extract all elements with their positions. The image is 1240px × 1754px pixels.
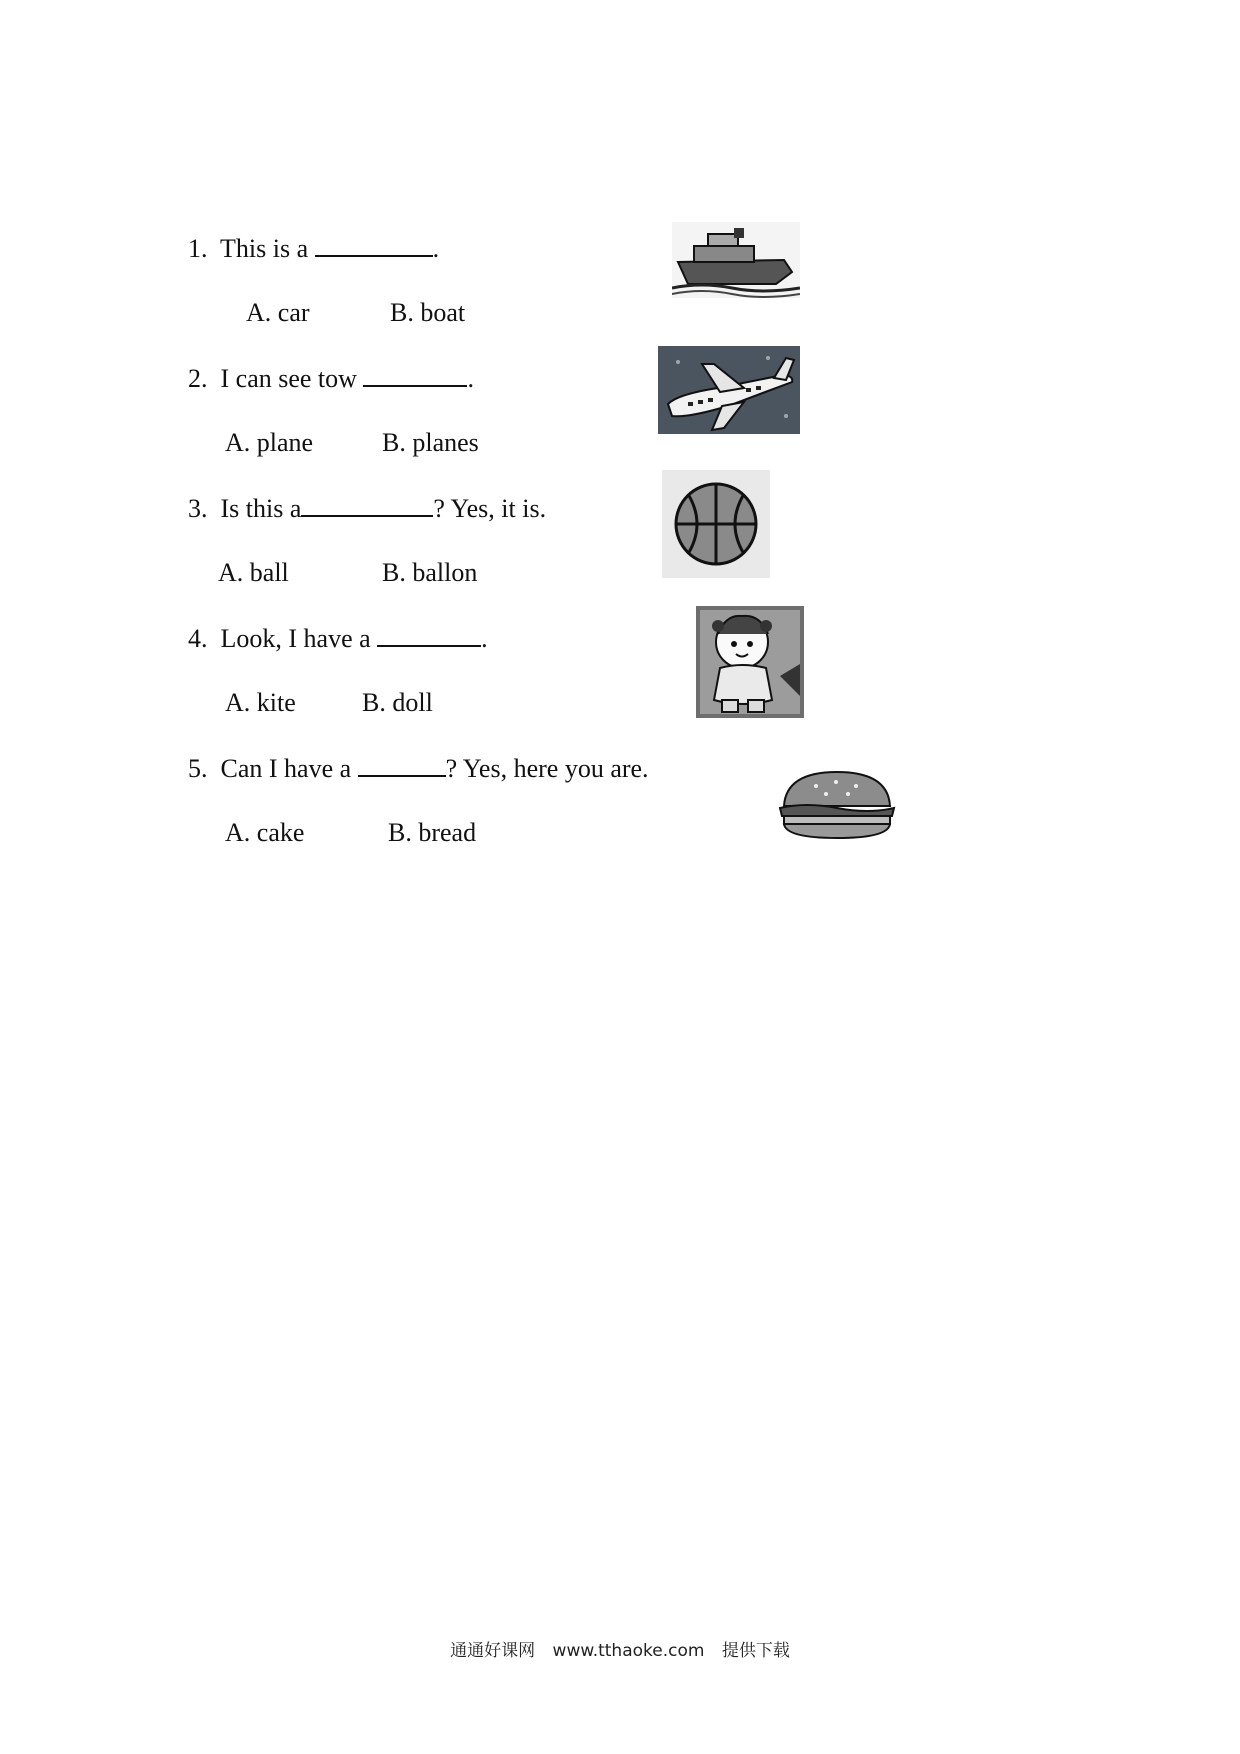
- option-b[interactable]: B. boat: [390, 298, 466, 327]
- question-text-end: .: [481, 624, 488, 653]
- airplane-icon: [658, 346, 800, 434]
- option-a[interactable]: A. plane: [225, 428, 314, 457]
- question-text: Look, I have a: [220, 624, 378, 653]
- option-b[interactable]: B. ballon: [382, 558, 478, 587]
- question-4: [188, 623, 488, 654]
- option-a[interactable]: A. cake: [225, 818, 305, 847]
- question-text: Can I have a: [220, 754, 358, 783]
- footer: [0, 1636, 1240, 1661]
- option-b[interactable]: B. bread: [388, 818, 477, 847]
- question-number: 4.: [188, 624, 208, 653]
- footer-url[interactable]: www.tthaoke.com: [552, 1641, 705, 1661]
- question-number: 5.: [188, 754, 208, 783]
- question-text: I can see tow: [220, 364, 364, 393]
- question-text-end: .: [467, 364, 474, 393]
- answer-blank[interactable]: [363, 363, 467, 387]
- option-b[interactable]: B. doll: [362, 688, 433, 717]
- option-b[interactable]: B. planes: [382, 428, 479, 457]
- doll-icon: [696, 606, 804, 718]
- question-1: [188, 233, 439, 264]
- footer-site-name: 通通好课网: [450, 1641, 536, 1661]
- question-3: [188, 493, 546, 524]
- question-text-end: ? Yes, here you are.: [445, 754, 649, 783]
- answer-blank[interactable]: [358, 753, 446, 777]
- question-number: 2.: [188, 364, 208, 393]
- answer-blank[interactable]: [301, 493, 433, 517]
- ship-icon: [672, 222, 800, 298]
- answer-blank[interactable]: [315, 233, 433, 257]
- question-number: 3.: [188, 494, 208, 523]
- option-a[interactable]: A. kite: [225, 688, 296, 717]
- question-2: [188, 363, 474, 394]
- option-a[interactable]: A. car: [246, 298, 310, 327]
- hamburger-icon: [776, 764, 898, 844]
- answer-blank[interactable]: [377, 623, 481, 647]
- question-5: [188, 753, 649, 784]
- question-text: Is this a: [220, 494, 302, 523]
- question-number: 1.: [188, 234, 208, 263]
- question-text-end: .: [432, 234, 440, 263]
- option-a[interactable]: A. ball: [218, 558, 289, 587]
- question-text: This is a: [220, 234, 315, 263]
- footer-suffix: 提供下载: [721, 1641, 790, 1661]
- question-text-end: ? Yes, it is.: [433, 494, 547, 523]
- basketball-icon: [662, 470, 770, 578]
